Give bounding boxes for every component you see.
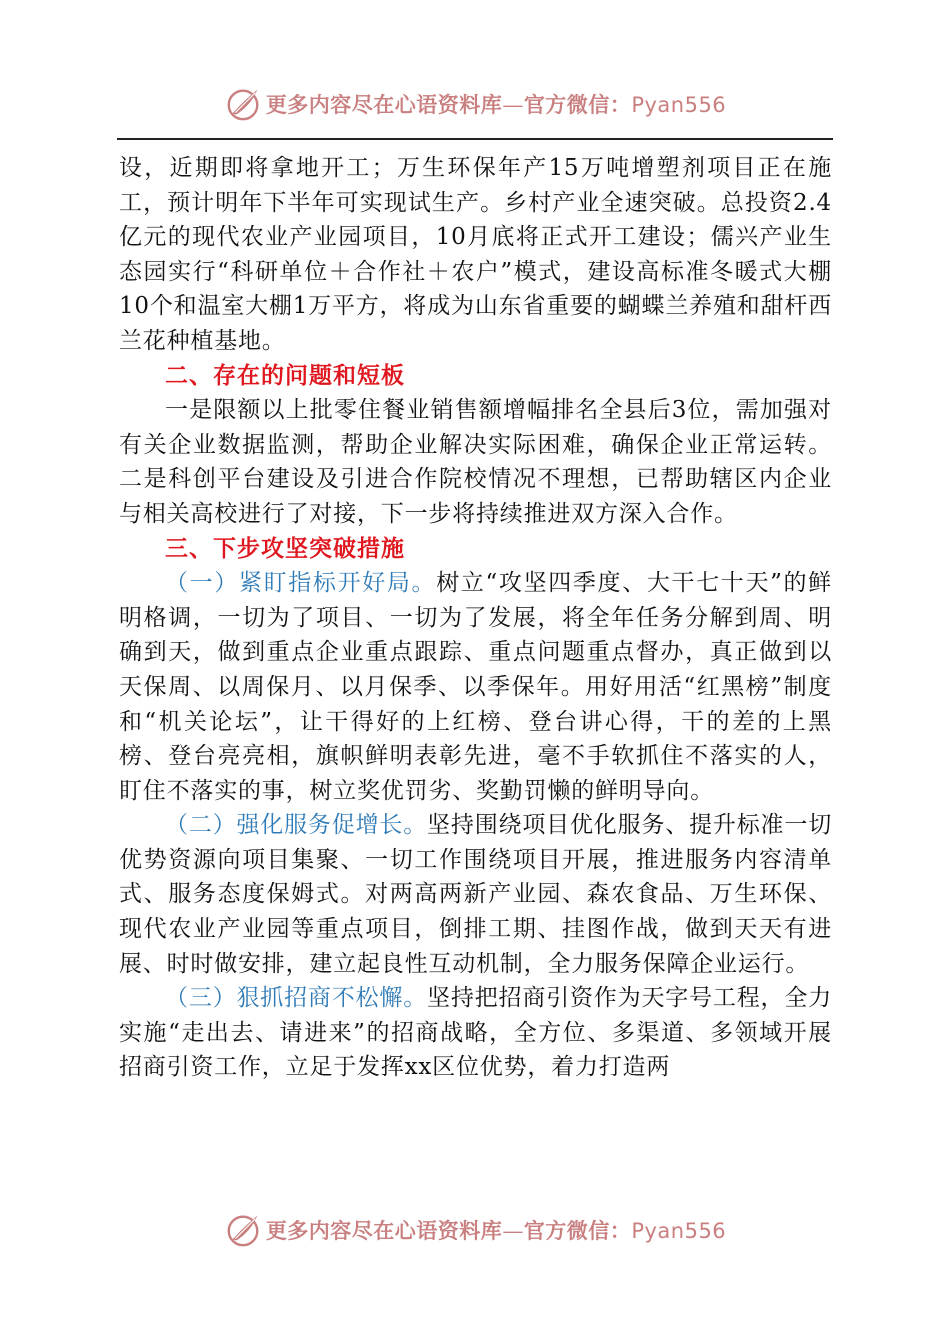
document-body xyxy=(119,151,832,1085)
paragraph-1: 设，近期即将拿地开工；万生环保年产15万吨增塑剂项目正在施工，预计明年下半年可实现试生产。乡村产业全速突破。总投资2.4亿元的现代农业产业园项目，10月底将正式开工建设；儒兴产业生态园实行“科研单位＋合作社＋农户”模式，建设高标准冬暖式大棚10个和温室大棚1万平方，将成为山东省重要的蝴蝶兰养殖和甜杆西兰花种植基地。 xyxy=(119,155,832,354)
watermark-dash: — xyxy=(502,93,524,117)
section-heading-2: 二、存在的问题和短板 xyxy=(165,362,405,389)
watermark-wechat-label: 官方微信： xyxy=(523,92,632,117)
quill-seal-icon xyxy=(224,1211,262,1249)
watermark-dash: — xyxy=(502,1219,524,1243)
watermark-text: 更多内容尽在心语资料库 xyxy=(265,92,503,117)
watermark-text: 更多内容尽在心语资料库 xyxy=(265,1218,503,1243)
header-divider xyxy=(117,138,833,140)
measure-1-text: 树立“攻坚四季度、大干七十天”的鲜明格调，一切为了项目、一切为了发展，将全年任务分解到周、明确到天，做到重点企业重点跟踪、重点问题重点督办，真正做到以天保周、以周保月、以月保季、以季保年。用好用活“红黑榜”制度和“机关论坛”，让干得好的上红榜、登台讲心得，干的差的上黑榜、登台亮亮相，旗帜鲜明表彰先进，毫不手软抓住不落实的人，盯住不落实的事，树立奖优罚劣、奖勤罚懒的鲜明导向。 xyxy=(119,570,832,804)
watermark-wechat-id: Pyan556 xyxy=(631,1219,727,1243)
paragraph-2: 一是限额以上批零住餐业销售额增幅排名全县后3位，需加强对有关企业数据监测，帮助企业解决实际困难，确保企业正常运转。二是科创平台建设及引进合作院校情况不理想，已帮助辖区内企业与相关高校进行了对接，下一步将持续推进双方深入合作。 xyxy=(119,397,832,527)
measure-1-title: （一）紧盯指标开好局。 xyxy=(165,570,437,597)
measure-2-text: 坚持围绕项目优化服务、提升标准一切优势资源向项目集聚、一切工作围绕项目开展，推进服务内容清单式、服务态度保姆式。对两高两新产业园、森农食品、万生环保、现代农业产业园等重点项目，倒排工期、挂图作战，做到天天有进展、时时做安排，建立起良性互动机制，全力服务保障企业运行。 xyxy=(119,812,832,977)
measure-2-title: （二）强化服务促增长。 xyxy=(165,812,428,839)
paragraph-measure-1 xyxy=(119,566,832,808)
watermark-wechat-id: Pyan556 xyxy=(631,93,727,117)
measure-3-title: （三）狠抓招商不松懈。 xyxy=(165,985,428,1012)
quill-seal-icon xyxy=(224,85,262,123)
watermark-wechat-label: 官方微信： xyxy=(523,1218,632,1243)
measure-3-text: 坚持把招商引资作为天字号工程，全力实施“走出去、请进来”的招商战略，全方位、多渠道、多领域开展招商引资工作，立足于发挥xx区位优势，着力打造两 xyxy=(119,985,832,1081)
footer-watermark xyxy=(0,1210,950,1250)
section-heading-3: 三、下步攻坚突破措施 xyxy=(165,535,405,562)
paragraph-measure-2 xyxy=(119,808,832,981)
paragraph-measure-3 xyxy=(119,981,832,1085)
header-watermark xyxy=(0,84,950,124)
